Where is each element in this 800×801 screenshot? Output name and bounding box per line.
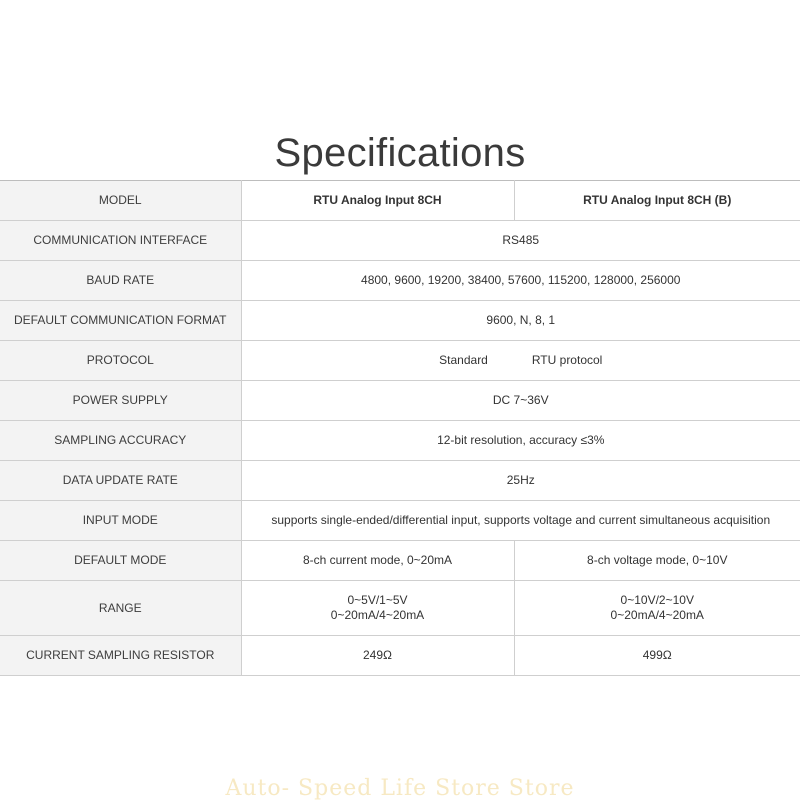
table-row-input-mode — [0, 501, 800, 541]
row-value: 25Hz — [241, 461, 800, 501]
protocol-standard: Standard — [439, 353, 488, 367]
resistor-a: 249Ω — [241, 636, 514, 676]
page-title: Specifications — [274, 131, 526, 175]
row-value: RS485 — [241, 221, 800, 261]
default-mode-a: 8-ch current mode, 0~20mA — [241, 541, 514, 581]
default-mode-b: 8-ch voltage mode, 0~10V — [514, 541, 800, 581]
table-row-default-mode — [0, 541, 800, 581]
row-label: SAMPLING ACCURACY — [0, 421, 241, 461]
row-value: DC 7~36V — [241, 381, 800, 421]
row-label: COMMUNICATION INTERFACE — [0, 221, 241, 261]
range-a — [241, 581, 514, 636]
specifications-table — [0, 180, 800, 676]
model-name-a: RTU Analog Input 8CH — [241, 181, 514, 221]
table-row-baud-rate — [0, 261, 800, 301]
table-row-power-supply — [0, 381, 800, 421]
protocol-rtu: RTU protocol — [531, 353, 603, 367]
resistor-b: 499Ω — [514, 636, 800, 676]
row-label: RANGE — [0, 581, 241, 636]
range-b-voltage: 0~10V/2~10V — [620, 593, 694, 607]
row-label: INPUT MODE — [0, 501, 241, 541]
table-row-range — [0, 581, 800, 636]
table-row-default-communication-format — [0, 301, 800, 341]
row-value: 12-bit resolution, accuracy ≤3% — [241, 421, 800, 461]
table-row-data-update-rate — [0, 461, 800, 501]
row-value: supports single-ended/differential input, supports voltage and current simultaneous acquisition — [241, 501, 800, 541]
row-label: DEFAULT MODE — [0, 541, 241, 581]
range-a-current: 0~20mA/4~20mA — [330, 608, 425, 622]
table-row-communication-interface — [0, 221, 800, 261]
row-label: BAUD RATE — [0, 261, 241, 301]
row-label: MODEL — [0, 181, 241, 221]
model-name-b: RTU Analog Input 8CH (B) — [514, 181, 800, 221]
store-watermark: Auto- Speed Life Store Store — [225, 776, 575, 801]
row-value — [241, 341, 800, 381]
row-label: CURRENT SAMPLING RESISTOR — [0, 636, 241, 676]
range-b-current: 0~20mA/4~20mA — [610, 608, 704, 622]
table-row-current-sampling-resistor — [0, 636, 800, 676]
table-row-model — [0, 181, 800, 221]
row-label: DEFAULT COMMUNICATION FORMAT — [0, 301, 241, 341]
row-value: 4800, 9600, 19200, 38400, 57600, 115200, 128000, 256000 — [241, 261, 800, 301]
row-label: DATA UPDATE RATE — [0, 461, 241, 501]
row-value: 9600, N, 8, 1 — [241, 301, 800, 341]
row-label: POWER SUPPLY — [0, 381, 241, 421]
table-row-sampling-accuracy — [0, 421, 800, 461]
range-b — [514, 581, 800, 636]
table-row-protocol — [0, 341, 800, 381]
range-a-voltage: 0~5V/1~5V — [347, 593, 408, 607]
row-label: PROTOCOL — [0, 341, 241, 381]
